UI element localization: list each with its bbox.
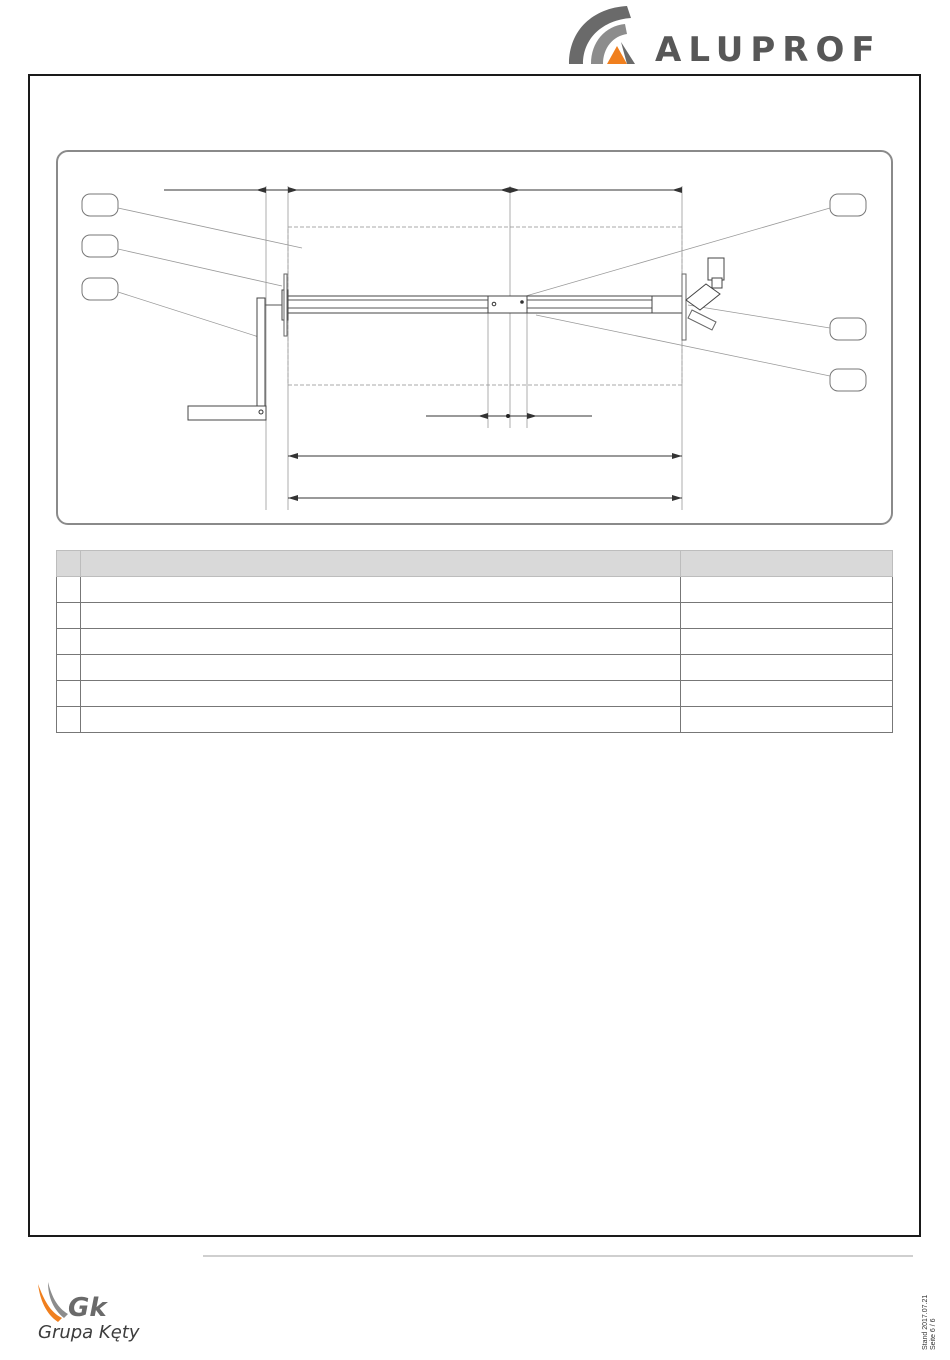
cell-number	[57, 655, 81, 681]
brand-name: ALUPROF	[655, 30, 882, 70]
gear-head	[708, 258, 724, 280]
table-row	[57, 577, 893, 603]
table-row	[57, 707, 893, 733]
cell-number	[57, 629, 81, 655]
cell-description	[81, 603, 681, 629]
cell-number	[57, 707, 81, 733]
crank-handle	[188, 406, 266, 420]
table-row	[57, 603, 893, 629]
leader-1	[118, 208, 302, 248]
cell-quantity	[681, 655, 893, 681]
callout-4	[830, 194, 866, 216]
page-meta	[922, 1295, 938, 1350]
header-number	[57, 551, 81, 577]
callout-1	[82, 194, 118, 216]
callout-3	[82, 278, 118, 300]
cell-description	[81, 655, 681, 681]
leader-2	[118, 249, 282, 286]
cell-number	[57, 577, 81, 603]
cell-description	[81, 629, 681, 655]
table-row	[57, 655, 893, 681]
cell-quantity	[681, 707, 893, 733]
cell-quantity	[681, 577, 893, 603]
callout-2	[82, 235, 118, 257]
table-header-row	[57, 551, 893, 577]
cell-description	[81, 707, 681, 733]
table-row	[57, 681, 893, 707]
page-number: Seite 6 / 6	[930, 1318, 937, 1350]
table-row	[57, 629, 893, 655]
cell-number	[57, 681, 81, 707]
parts-table	[56, 550, 893, 733]
callout-6	[830, 369, 866, 391]
header-quantity	[681, 551, 893, 577]
callout-5	[830, 318, 866, 340]
footer-divider	[203, 1255, 913, 1257]
gk-mark: Gk	[68, 1293, 107, 1323]
shaft	[288, 296, 652, 313]
group-name: Grupa Kęty	[38, 1322, 140, 1343]
shaft-end	[652, 296, 682, 313]
cell-number	[57, 603, 81, 629]
cell-description	[81, 577, 681, 603]
header-description	[81, 551, 681, 577]
shaft-coupling	[488, 296, 527, 313]
crank-rod	[257, 298, 265, 412]
leader-4	[512, 208, 830, 300]
cell-quantity	[681, 681, 893, 707]
cell-quantity	[681, 603, 893, 629]
technical-drawing	[56, 150, 893, 525]
cell-quantity	[681, 629, 893, 655]
cell-description	[81, 681, 681, 707]
stand-date: Stand 2017.07.21	[922, 1294, 929, 1350]
leader-3	[118, 292, 262, 338]
